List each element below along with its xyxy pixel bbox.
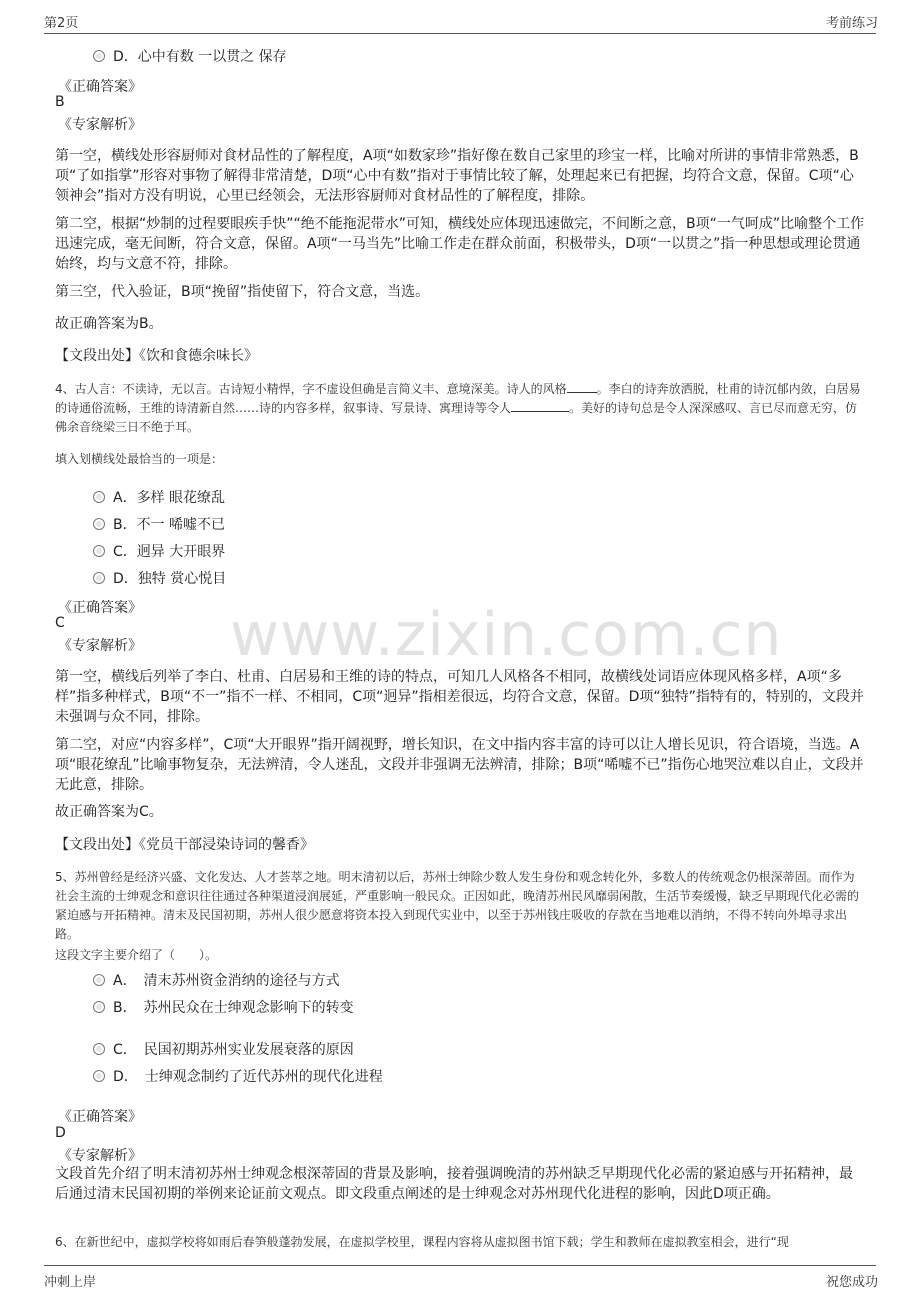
- radio-icon[interactable]: [93, 572, 105, 584]
- footer-left: 冲刺上岸: [44, 1275, 97, 1290]
- q4-prompt: 填入划横线处最恰当的一项是：: [55, 452, 224, 466]
- header-title: 考前练习: [826, 16, 879, 31]
- header-rule: [44, 33, 876, 34]
- footer-rule: [44, 1265, 876, 1266]
- q4-option-b[interactable]: B．不一 唏嘘不已: [93, 514, 225, 534]
- q5-answer: D: [55, 1125, 66, 1141]
- q4-analysis-p1: 第一空，横线后列举了李白、杜甫、白居易和王维的诗的特点，可知几人风格各不相同，故横线处词语应体现风格多样，A项“多样”指多种样式，B项“不一”指不一样、不相同，C项“迥异”指相差很远，均符合文意，保留。D项“独特”指特有的，特别的，文段并未强调与众不同，排除。: [55, 669, 864, 725]
- analysis-label: 《专家解析》: [58, 638, 142, 654]
- radio-icon[interactable]: [93, 50, 105, 62]
- q4-option-a[interactable]: A．多样 眼花缭乱: [93, 487, 225, 507]
- q4-analysis-p2: 第二空，对应“内容多样”，C项“大开眼界”指开阔视野，增长知识，在文中指内容丰富的诗可以让人增长见识，符合语境，当选。A项“眼花缭乱”比喻事物复杂，无法辨清，令人迷乱，文段并非强调无法辨清，排除；B项“唏嘘不已”指伤心地哭泣难以自止，文段并无此意，排除。: [55, 737, 864, 793]
- analysis-label: 《专家解析》: [58, 117, 142, 133]
- q4-answer: C: [55, 615, 65, 631]
- page-number: 第2页: [44, 16, 79, 31]
- q4-source: 【文段出处】《党员干部浸染诗词的馨香》: [55, 837, 314, 853]
- radio-icon[interactable]: [93, 518, 105, 530]
- footer-right: 祝您成功: [826, 1275, 879, 1290]
- radio-icon[interactable]: [93, 545, 105, 557]
- q5-stem: 5、苏州曾经是经济兴盛、文化发达、人才荟萃之地。明末清初以后，苏州士绅除少数人发生身份和观念转化外，多数人的传统观念仍根深蒂固。而作为社会主流的士绅观念和意识往往通过各种渠道浸润展延，严重影响一般民众。正因如此，晚清苏州民风靡弱闲散，生活节奏缓慢，缺乏早期现代化必需的紧迫感与开拓精神。清末及民国初期，苏州人很少愿意将资本投入到现代实业中，以至于苏州钱庄吸收的存款在当地难以消纳，不得不转向外埠寻求出路。: [55, 870, 860, 941]
- q4-stem: 4、古人言：不读诗，无以言。古诗短小精悍，字不虚设但确是言简义丰、意境深美。诗人的风格 。李白的诗奔放洒脱，杜甫的诗沉郁内敛，白居易的诗通俗流畅，王维的诗清新自然……诗的内容多样，叙事诗、写景诗、寓理诗等令人 。美好的诗句总是令人深深感叹、言已尽而意无穷，仿佛余音绕梁三日不绝于耳。: [55, 382, 861, 434]
- q3-option-d[interactable]: D．心中有数 一以贯之 保存: [93, 46, 287, 66]
- q6-stem: 6、在新世纪中，虚拟学校将如雨后春笋般蓬勃发展，在虚拟学校里，课程内容将从虚拟图书馆下载；学生和教师在虚拟教室相会，进行“现: [55, 1235, 789, 1249]
- q3-source: 【文段出处】《饮和食德余味长》: [55, 348, 258, 364]
- answer-label: 《正确答案》: [58, 600, 142, 616]
- q3-conclusion: 故正确答案为B。: [55, 316, 163, 332]
- q3-analysis-p2: 第二空，根据“炒制的过程要眼疾手快”“绝不能拖泥带水”可知，横线处应体现迅速做完，不间断之意，B项“一气呵成”比喻整个工作迅速完成，毫无间断，符合文意，保留。A项“一马当先”比喻工作走在群众前面，积极带头，D项“一以贯之”指一种思想或理论贯通始终，均与文意不符，排除。: [55, 216, 865, 272]
- radio-icon[interactable]: [93, 1070, 105, 1082]
- answer-label: 《正确答案》: [58, 79, 142, 95]
- answer-label: 《正确答案》: [58, 1109, 142, 1125]
- radio-icon[interactable]: [93, 974, 105, 986]
- q3-answer: B: [55, 94, 65, 110]
- q5-analysis: 文段首先介绍了明末清初苏州士绅观念根深蒂固的背景及影响，接着强调晚清的苏州缺乏早期现代化必需的紧迫感与开拓精神，最后通过清末民国初期的举例来论证前文观点。即文段重点阐述的是士绅观念对苏州现代化进程的影响，因此D项正确。: [55, 1166, 853, 1202]
- q3-analysis-p1: 第一空，横线处形容厨师对食材品性的了解程度，A项“如数家珍”指好像在数自己家里的珍宝一样，比喻对所讲的事情非常熟悉，B项“了如指掌”形容对事物了解得非常清楚，D项“心中有数”指对于事情比较了解，处理起来已有把握，均符合文意，保留。C项“心领神会”指对方没有明说，心里已经领会，无法形容厨师对食材品性的了解程度，排除。: [55, 148, 859, 204]
- watermark: www.zixin.com.cn: [230, 600, 783, 670]
- analysis-label: 《专家解析》: [58, 1148, 142, 1164]
- q5-option-c[interactable]: C． 民国初期苏州实业发展衰落的原因: [93, 1039, 354, 1059]
- radio-icon[interactable]: [93, 1001, 105, 1013]
- q4-conclusion: 故正确答案为C。: [55, 804, 163, 820]
- q3-analysis-p3: 第三空，代入验证，B项“挽留”指使留下，符合文意，当选。: [55, 284, 430, 300]
- q5-option-b[interactable]: B． 苏州民众在士绅观念影响下的转变: [93, 997, 354, 1017]
- radio-icon[interactable]: [93, 491, 105, 503]
- q5-prompt: 这段文字主要介绍了（ ）。: [55, 948, 218, 962]
- radio-icon[interactable]: [93, 1043, 105, 1055]
- q5-option-a[interactable]: A． 清末苏州资金消纳的途径与方式: [93, 970, 340, 990]
- q5-option-d[interactable]: D． 士绅观念制约了近代苏州的现代化进程: [93, 1066, 383, 1086]
- q4-option-d[interactable]: D．独特 赏心悦目: [93, 568, 226, 588]
- q4-option-c[interactable]: C．迥异 大开眼界: [93, 541, 225, 561]
